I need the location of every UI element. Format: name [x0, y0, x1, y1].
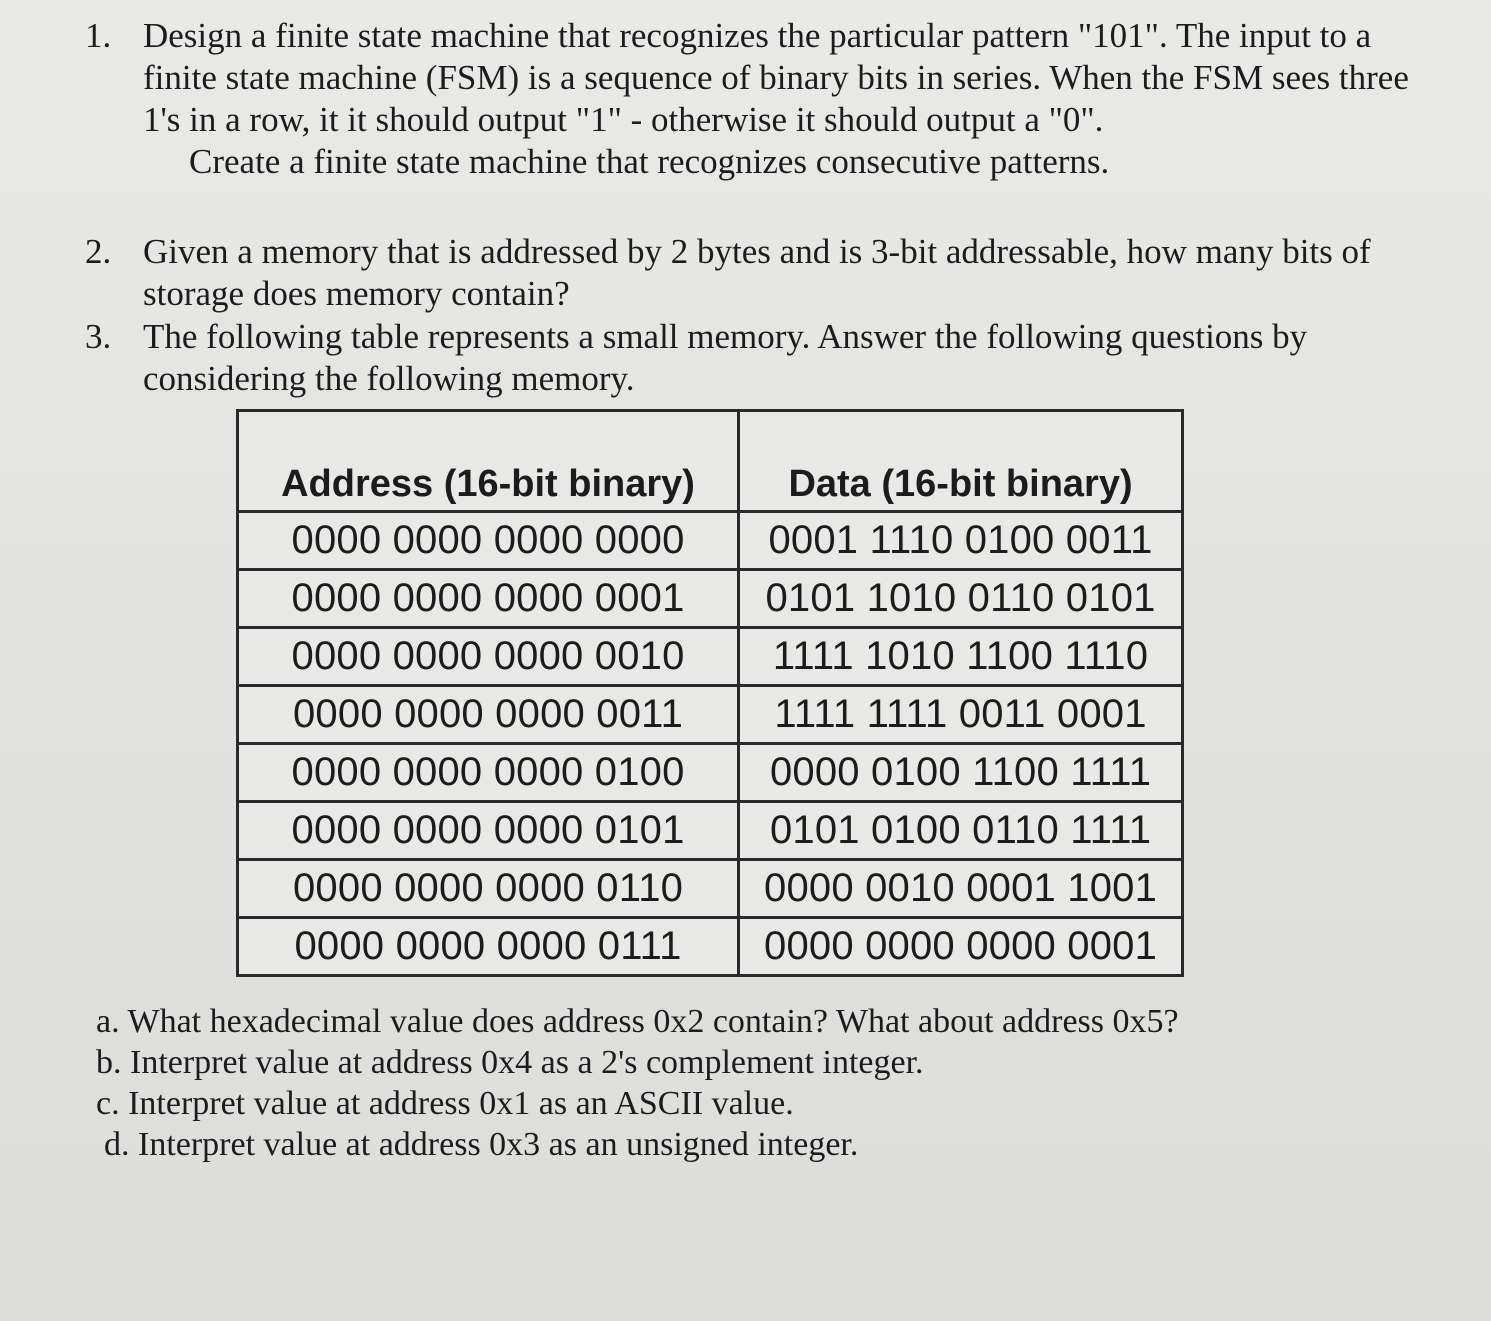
question-2-line-2: storage does memory contain?: [143, 274, 570, 313]
data-cell: 1111 1010 1100 1110: [739, 628, 1183, 686]
data-cell: 0101 1010 0110 0101: [739, 570, 1183, 628]
memory-row: [238, 860, 1183, 918]
question-1-line-4: Create a finite state machine that recognizes consecutive patterns.: [189, 142, 1110, 181]
address-cell: 0000 0000 0000 0010: [238, 628, 739, 686]
question-1: [85, 15, 1480, 183]
question-1-line-1: Design a finite state machine that recognizes the particular pattern "101". The input to a: [143, 16, 1372, 55]
memory-row: [238, 744, 1183, 802]
memory-table-header-row: [238, 411, 1183, 512]
question-2-number: 2.: [85, 232, 112, 271]
memory-row: [238, 686, 1183, 744]
question-1-line-3: 1's in a row, it it should output "1" - otherwise it should output a "0".: [143, 100, 1104, 139]
address-column-header: Address (16-bit binary): [238, 411, 739, 512]
data-cell: 0001 1110 0100 0011: [739, 512, 1183, 570]
data-column-header: Data (16-bit binary): [739, 411, 1183, 512]
memory-row: [238, 570, 1183, 628]
question-2: [85, 231, 1480, 315]
data-cell: 1111 1111 0011 0001: [739, 686, 1183, 744]
address-cell: 0000 0000 0000 0100: [238, 744, 739, 802]
question-2-line-1: Given a memory that is addressed by 2 bytes and is 3-bit addressable, how many bits of: [143, 232, 1371, 271]
question-3-line-1: The following table represents a small memory. Answer the following questions by: [143, 317, 1308, 356]
data-cell: 0101 0100 0110 1111: [739, 802, 1183, 860]
question-3-line-2: considering the following memory.: [143, 359, 635, 398]
memory-row: [238, 802, 1183, 860]
memory-row: [238, 512, 1183, 570]
address-cell: 0000 0000 0000 0110: [238, 860, 739, 918]
memory-row: [238, 918, 1183, 976]
subquestion-b: b. Interpret value at address 0x4 as a 2's complement integer.: [96, 1044, 924, 1081]
subquestion-c: c. Interpret value at address 0x1 as an ASCII value.: [96, 1085, 794, 1122]
address-cell: 0000 0000 0000 0011: [238, 686, 739, 744]
question-1-line-2: finite state machine (FSM) is a sequence of binary bits in series. When the FSM sees three: [143, 58, 1409, 97]
data-cell: 0000 0100 1100 1111: [739, 744, 1183, 802]
address-cell: 0000 0000 0000 0111: [238, 918, 739, 976]
data-cell: 0000 0000 0000 0001: [739, 918, 1183, 976]
question-1-number: 1.: [85, 16, 112, 55]
address-cell: 0000 0000 0000 0101: [238, 802, 739, 860]
memory-table: [236, 409, 1184, 977]
memory-row: [238, 628, 1183, 686]
subquestion-a: a. What hexadecimal value does address 0x2 contain? What about address 0x5?: [96, 1003, 1179, 1040]
data-cell: 0000 0010 0001 1001: [739, 860, 1183, 918]
address-cell: 0000 0000 0000 0000: [238, 512, 739, 570]
question-3-number: 3.: [85, 317, 112, 356]
question-3: [85, 316, 1480, 400]
address-cell: 0000 0000 0000 0001: [238, 570, 739, 628]
subquestion-d: d. Interpret value at address 0x3 as an unsigned integer.: [104, 1126, 859, 1163]
